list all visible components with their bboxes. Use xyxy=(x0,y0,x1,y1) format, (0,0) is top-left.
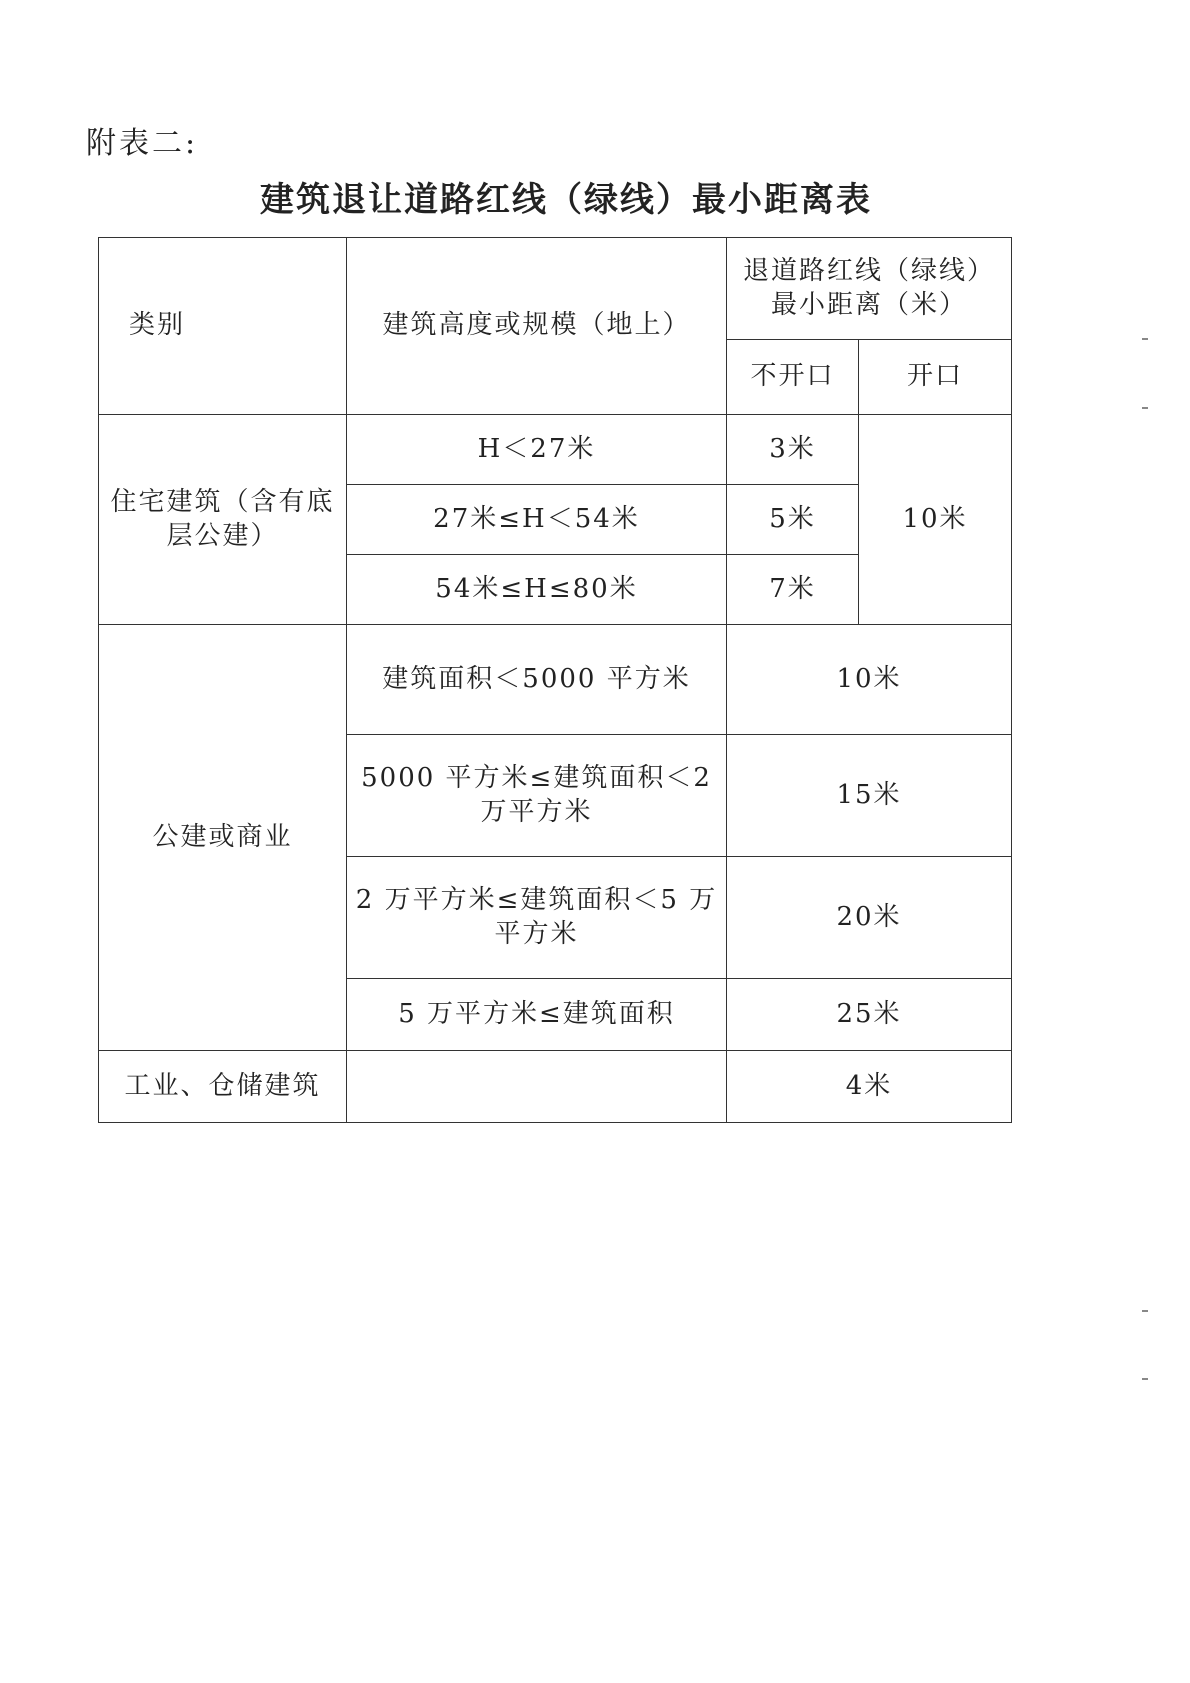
scale-cell: 建筑面积＜5000 平方米 xyxy=(347,625,727,735)
scale-cell xyxy=(347,1051,727,1123)
table-row xyxy=(99,415,1012,485)
no-opening-cell: 3米 xyxy=(727,415,859,485)
scale-cell: 54米≤H≤80米 xyxy=(347,555,727,625)
category-residential: 住宅建筑（含有底层公建） xyxy=(99,415,347,625)
table-row xyxy=(99,625,1012,735)
category-public: 公建或商业 xyxy=(99,625,347,1051)
distance-cell: 4米 xyxy=(727,1051,1012,1123)
table-header-row xyxy=(99,238,1012,340)
header-scale: 建筑高度或规模（地上） xyxy=(347,238,727,415)
distance-cell: 10米 xyxy=(727,625,1012,735)
scan-mark xyxy=(1142,407,1148,409)
header-category: 类别 xyxy=(99,238,347,415)
table-row xyxy=(99,1051,1012,1123)
setback-distance-table xyxy=(98,237,1012,1123)
opening-cell: 10米 xyxy=(859,415,1012,625)
scale-cell: 2 万平方米≤建筑面积＜5 万平方米 xyxy=(347,857,727,979)
scale-cell: 5000 平方米≤建筑面积＜2 万平方米 xyxy=(347,735,727,857)
distance-cell: 20米 xyxy=(727,857,1012,979)
scale-cell: 5 万平方米≤建筑面积 xyxy=(347,979,727,1051)
scale-cell: 27米≤H＜54米 xyxy=(347,485,727,555)
header-no-opening: 不开口 xyxy=(727,340,859,415)
scan-mark xyxy=(1142,338,1148,340)
no-opening-cell: 5米 xyxy=(727,485,859,555)
scale-cell: H＜27米 xyxy=(347,415,727,485)
appendix-label: 附表二: xyxy=(86,126,199,161)
distance-cell: 15米 xyxy=(727,735,1012,857)
distance-cell: 25米 xyxy=(727,979,1012,1051)
no-opening-cell: 7米 xyxy=(727,555,859,625)
scan-mark xyxy=(1142,1378,1148,1380)
category-industrial: 工业、仓储建筑 xyxy=(99,1051,347,1123)
header-opening: 开口 xyxy=(859,340,1012,415)
table-title: 建筑退让道路红线（绿线）最小距离表 xyxy=(260,180,872,220)
header-distance: 退道路红线（绿线）最小距离（米） xyxy=(727,238,1012,340)
scan-mark xyxy=(1142,1310,1148,1312)
